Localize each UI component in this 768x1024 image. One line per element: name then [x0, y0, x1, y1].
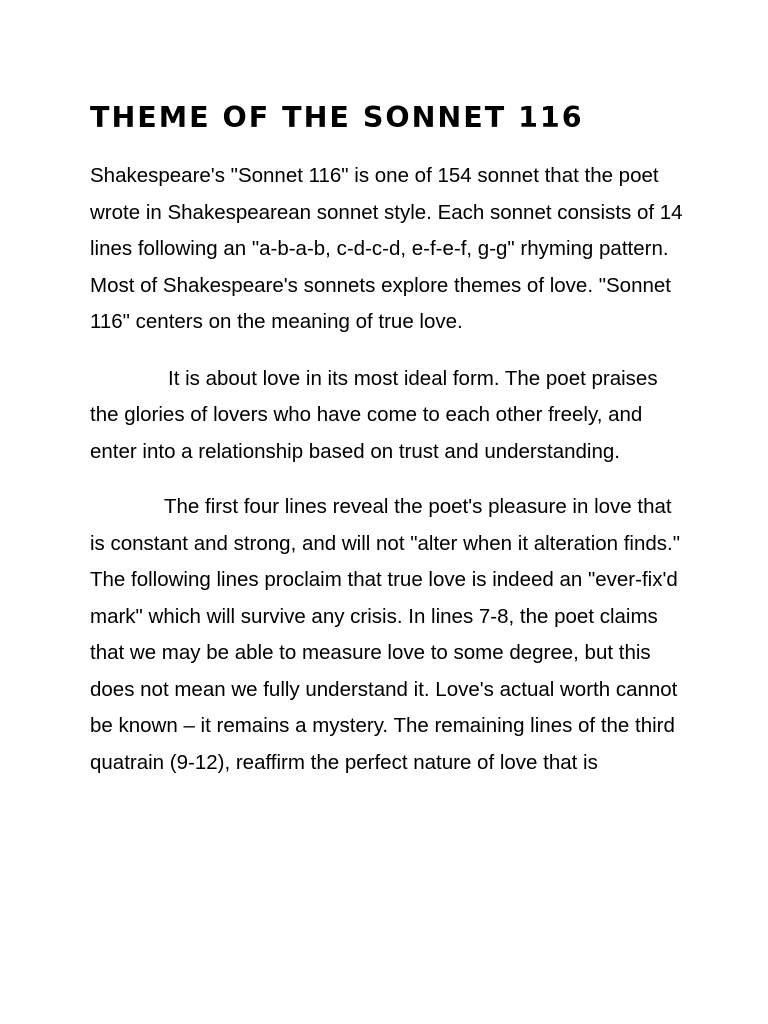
paragraph-ideal-love: It is about love in its most ideal form. The poet praises the glories of lovers who have come to each other freely, and enter into a relationship based on trust and understanding. — [90, 366, 658, 463]
document-body — [90, 96, 690, 781]
document-title: THEME OF THE SONNET 116 — [90, 101, 584, 134]
paragraph-intro: Shakespeare's "Sonnet 116" is one of 154 sonnet that the poet wrote in Shakespearean sonnet style. Each sonnet consists of 14 lines following an "a-b-a-b, c-d-c-d, e-f-e-f, g-g" rhyming pattern. Most of Shakespeare's sonnets explore themes of love. "Sonnet 116" centers on the meaning of true love. — [90, 164, 683, 333]
paragraph-first-lines: The first four lines reveal the poet's pleasure in love that is constant and strong, and will not "alter when it alteration finds." The following lines proclaim that true love is indeed an "ever-fix'd mark" which will survive any crisis. In lines 7-8, the poet claims that we may be able to measure love to some degree, but this does not mean we fully understand it. Love's actual worth cannot be known – it remains a mystery. The remaining lines of the third quatrain (9-12), reaffirm the perfect nature of love that is — [90, 495, 681, 774]
